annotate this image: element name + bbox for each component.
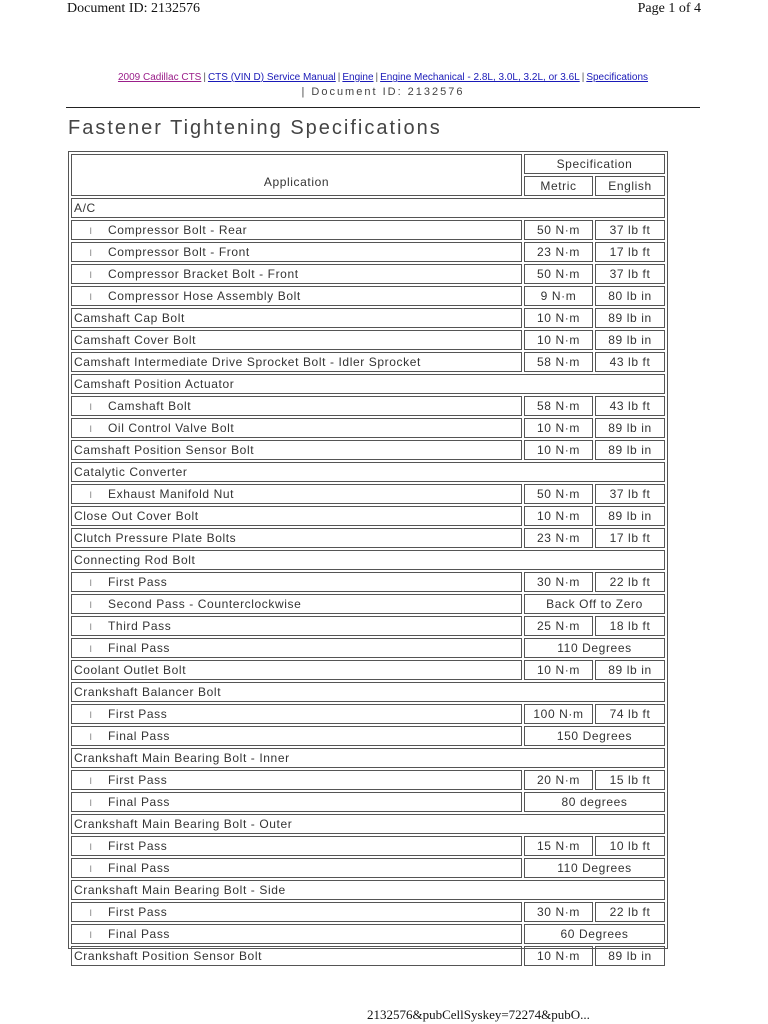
table-row: [71, 418, 665, 438]
application-cell: [71, 484, 522, 504]
metric-value-cell: 50 N·m: [524, 264, 593, 284]
bullet-icon: l: [89, 864, 93, 874]
bullet-icon: l: [89, 710, 93, 720]
bullet-icon: l: [89, 644, 93, 654]
breadcrumb-separator: |: [337, 72, 341, 83]
english-value-cell: 43 lb ft: [595, 352, 665, 372]
metric-value-cell: 23 N·m: [524, 528, 593, 548]
application-cell: [71, 506, 522, 526]
table-row: [71, 528, 665, 548]
application-label: Compressor Bolt - Front: [108, 245, 250, 259]
print-footer-url: 2132576&pubCellSyskey=72274&pubO...: [367, 1007, 590, 1022]
table-row: [71, 792, 665, 812]
application-cell: [71, 770, 522, 790]
metric-value-cell: 58 N·m: [524, 396, 593, 416]
application-cell: [71, 198, 665, 218]
table-row: [71, 858, 665, 878]
table-row: [71, 704, 665, 724]
english-value-cell: 37 lb ft: [595, 484, 665, 504]
table-row: [71, 286, 665, 306]
table-row: [71, 198, 665, 218]
table-row: [71, 242, 665, 262]
bullet-icon: l: [89, 424, 93, 434]
application-label: Crankshaft Main Bearing Bolt - Side: [74, 883, 286, 897]
application-label: First Pass: [108, 839, 168, 853]
english-value-cell: 43 lb ft: [595, 396, 665, 416]
application-cell: [71, 924, 522, 944]
english-value-cell: 89 lb in: [595, 308, 665, 328]
metric-value-cell: 23 N·m: [524, 242, 593, 262]
table-row: [71, 264, 665, 284]
bullet-icon: l: [89, 600, 93, 610]
application-cell: [71, 242, 522, 262]
application-label: Final Pass: [108, 795, 171, 809]
application-label: Camshaft Cover Bolt: [74, 333, 197, 347]
application-cell: [71, 704, 522, 724]
breadcrumb-link-service-manual[interactable]: CTS (VIN D) Service Manual: [207, 72, 336, 83]
breadcrumb-separator: |: [375, 72, 379, 83]
application-label: Third Pass: [108, 619, 172, 633]
application-label: Final Pass: [108, 641, 171, 655]
application-cell: [71, 572, 522, 592]
english-value-cell: 89 lb in: [595, 440, 665, 460]
application-cell: [71, 946, 522, 966]
english-value-cell: 74 lb ft: [595, 704, 665, 724]
application-label: Compressor Bolt - Rear: [108, 223, 248, 237]
application-label: Camshaft Bolt: [108, 399, 192, 413]
application-label: Clutch Pressure Plate Bolts: [74, 531, 237, 545]
english-value-cell: 80 lb in: [595, 286, 665, 306]
english-value-cell: 37 lb ft: [595, 264, 665, 284]
english-value-cell: 22 lb ft: [595, 902, 665, 922]
application-cell: [71, 418, 522, 438]
metric-value-cell: 25 N·m: [524, 616, 593, 636]
application-label: Crankshaft Position Sensor Bolt: [74, 949, 263, 963]
application-cell: [71, 858, 522, 878]
table-row: [71, 616, 665, 636]
application-label: Second Pass - Counterclockwise: [108, 597, 302, 611]
column-header-application: Application: [71, 154, 522, 196]
bullet-icon: l: [89, 622, 93, 632]
application-cell: [71, 374, 665, 394]
application-cell: [71, 726, 522, 746]
application-label: Camshaft Position Actuator: [74, 377, 235, 391]
bullet-icon: l: [89, 732, 93, 742]
metric-value-cell: 30 N·m: [524, 902, 593, 922]
table-row: [71, 638, 665, 658]
metric-value-cell: 58 N·m: [524, 352, 593, 372]
table-row: [71, 374, 665, 394]
application-cell: [71, 264, 522, 284]
table-row: [71, 726, 665, 746]
breadcrumb-link-engine-mechanical[interactable]: Engine Mechanical - 2.8L, 3.0L, 3.2L, or 3.6L: [380, 72, 580, 83]
column-header-english: English: [595, 176, 665, 196]
table-row: [71, 572, 665, 592]
english-value-cell: 89 lb in: [595, 418, 665, 438]
table-row: [71, 330, 665, 350]
application-cell: [71, 836, 522, 856]
bullet-icon: l: [89, 490, 93, 500]
metric-value-cell: 10 N·m: [524, 308, 593, 328]
specifications-table: [69, 152, 667, 968]
application-label: Crankshaft Main Bearing Bolt - Inner: [74, 751, 290, 765]
header-document-id: Document ID: 2132576: [67, 1, 200, 16]
table-row: [71, 660, 665, 680]
english-value-cell: 89 lb in: [595, 506, 665, 526]
page-number: Page 1 of 4: [637, 1, 701, 16]
english-value-cell: 22 lb ft: [595, 572, 665, 592]
application-label: First Pass: [108, 773, 168, 787]
english-value-cell: 89 lb in: [595, 660, 665, 680]
application-label: Camshaft Intermediate Drive Sprocket Bolt - Idler Sprocket: [74, 355, 421, 369]
application-label: Close Out Cover Bolt: [74, 509, 199, 523]
table-header-row: [71, 154, 665, 174]
breadcrumb-link-specifications[interactable]: Specifications: [586, 72, 649, 83]
application-label: Crankshaft Main Bearing Bolt - Outer: [74, 817, 293, 831]
metric-value-cell: 10 N·m: [524, 946, 593, 966]
specification-value-cell: 150 Degrees: [524, 726, 665, 746]
application-label: First Pass: [108, 707, 168, 721]
application-label: Final Pass: [108, 927, 171, 941]
header-divider: [66, 107, 700, 108]
table-row: [71, 682, 665, 702]
specification-value-cell: 110 Degrees: [524, 858, 665, 878]
metric-value-cell: 10 N·m: [524, 418, 593, 438]
table-row: [71, 748, 665, 768]
print-header: [0, 0, 768, 22]
specification-value-cell: 110 Degrees: [524, 638, 665, 658]
application-cell: [71, 748, 665, 768]
table-row: [71, 550, 665, 570]
application-cell: [71, 616, 522, 636]
application-cell: [71, 880, 665, 900]
application-cell: [71, 286, 522, 306]
application-label: Compressor Hose Assembly Bolt: [108, 289, 301, 303]
bullet-icon: l: [89, 226, 93, 236]
bullet-icon: l: [89, 798, 93, 808]
table-row: [71, 770, 665, 790]
breadcrumb-links: [66, 71, 700, 85]
page-title: Fastener Tightening Specifications: [68, 117, 442, 139]
table-row: [71, 484, 665, 504]
metric-value-cell: 9 N·m: [524, 286, 593, 306]
application-cell: [71, 462, 665, 482]
metric-value-cell: 50 N·m: [524, 484, 593, 504]
breadcrumb-link-vehicle[interactable]: 2009 Cadillac CTS: [117, 72, 202, 83]
application-label: Compressor Bracket Bolt - Front: [108, 267, 299, 281]
application-label: Camshaft Cap Bolt: [74, 311, 185, 325]
column-header-specification: Specification: [524, 154, 665, 174]
application-cell: [71, 308, 522, 328]
english-value-cell: 10 lb ft: [595, 836, 665, 856]
specification-value-cell: 60 Degrees: [524, 924, 665, 944]
breadcrumb-separator: |: [581, 72, 585, 83]
breadcrumb-separator: |: [203, 72, 206, 83]
metric-value-cell: 50 N·m: [524, 220, 593, 240]
table-row: [71, 440, 665, 460]
column-header-metric: Metric: [524, 176, 593, 196]
breadcrumb-link-engine[interactable]: Engine: [342, 72, 374, 83]
table-row: [71, 462, 665, 482]
application-label: First Pass: [108, 575, 168, 589]
table-row: [71, 396, 665, 416]
table-body: [71, 198, 665, 966]
application-label: Final Pass: [108, 729, 171, 743]
bullet-icon: l: [89, 908, 93, 918]
breadcrumb: [66, 71, 700, 99]
bullet-icon: l: [89, 842, 93, 852]
metric-value-cell: 30 N·m: [524, 572, 593, 592]
application-cell: [71, 682, 665, 702]
application-label: Oil Control Valve Bolt: [108, 421, 235, 435]
application-cell: [71, 902, 522, 922]
english-value-cell: 17 lb ft: [595, 528, 665, 548]
table-row: [71, 308, 665, 328]
metric-value-cell: 15 N·m: [524, 836, 593, 856]
metric-value-cell: 10 N·m: [524, 330, 593, 350]
metric-value-cell: 10 N·m: [524, 440, 593, 460]
bullet-icon: l: [89, 402, 93, 412]
table-row: [71, 924, 665, 944]
application-cell: [71, 638, 522, 658]
application-label: Final Pass: [108, 861, 171, 875]
specification-value-cell: Back Off to Zero: [524, 594, 665, 614]
application-cell: [71, 550, 665, 570]
application-label: Camshaft Position Sensor Bolt: [74, 443, 255, 457]
bullet-icon: l: [89, 776, 93, 786]
table-row: [71, 814, 665, 834]
application-label: Coolant Outlet Bolt: [74, 663, 187, 677]
application-label: Crankshaft Balancer Bolt: [74, 685, 222, 699]
english-value-cell: 15 lb ft: [595, 770, 665, 790]
bullet-icon: l: [89, 248, 93, 258]
application-cell: [71, 660, 522, 680]
metric-value-cell: 20 N·m: [524, 770, 593, 790]
table-row: [71, 836, 665, 856]
table-row: [71, 902, 665, 922]
application-cell: [71, 814, 665, 834]
application-label: Connecting Rod Bolt: [74, 553, 196, 567]
metric-value-cell: 100 N·m: [524, 704, 593, 724]
application-cell: [71, 528, 522, 548]
application-label: Catalytic Converter: [74, 465, 188, 479]
application-label: Exhaust Manifold Nut: [108, 487, 235, 501]
specifications-table-frame: [68, 151, 668, 963]
table-row: [71, 594, 665, 614]
application-cell: [71, 220, 522, 240]
english-value-cell: 18 lb ft: [595, 616, 665, 636]
table-row: [71, 220, 665, 240]
bullet-icon: l: [89, 292, 93, 302]
application-cell: [71, 440, 522, 460]
english-value-cell: 37 lb ft: [595, 220, 665, 240]
application-cell: [71, 330, 522, 350]
table-row: [71, 946, 665, 966]
bullet-icon: l: [89, 930, 93, 940]
table-row: [71, 352, 665, 372]
application-cell: [71, 352, 522, 372]
table-row: [71, 880, 665, 900]
application-cell: [71, 396, 522, 416]
english-value-cell: 89 lb in: [595, 946, 665, 966]
breadcrumb-document-id: | Document ID: 2132576: [301, 86, 465, 98]
english-value-cell: 17 lb ft: [595, 242, 665, 262]
english-value-cell: 89 lb in: [595, 330, 665, 350]
application-label: First Pass: [108, 905, 168, 919]
bullet-icon: l: [89, 578, 93, 588]
table-row: [71, 506, 665, 526]
bullet-icon: l: [89, 270, 93, 280]
metric-value-cell: 10 N·m: [524, 506, 593, 526]
specification-value-cell: 80 degrees: [524, 792, 665, 812]
application-label: A/C: [74, 201, 96, 215]
application-cell: [71, 594, 522, 614]
metric-value-cell: 10 N·m: [524, 660, 593, 680]
application-cell: [71, 792, 522, 812]
